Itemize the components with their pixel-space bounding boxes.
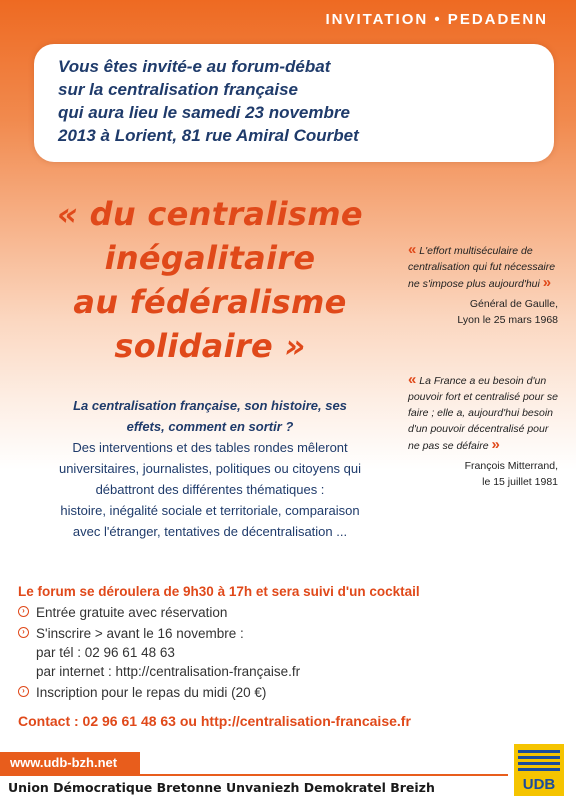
quote-de-gaulle xyxy=(408,242,558,328)
forum-item-text: S'inscrire > avant le 16 novembre : xyxy=(36,626,244,641)
description-bold-line: effets, comment en sortir ? xyxy=(126,419,294,434)
website-link[interactable]: www.udb-bzh.net xyxy=(0,752,140,774)
event-title xyxy=(20,192,400,368)
quote-date: Lyon le 25 mars 1968 xyxy=(457,314,558,326)
quote-author: Général de Gaulle, xyxy=(469,298,558,310)
udb-logo xyxy=(514,744,564,796)
quote-close-mark: » xyxy=(542,274,552,291)
description-line: Des interventions et des tables rondes mêleront xyxy=(72,440,348,455)
description-line: débattront des différentes thématiques : xyxy=(95,482,325,497)
event-description xyxy=(20,395,400,542)
organization-name: Union Démocratique Bretonne Unvaniezh Demokratel Breizh xyxy=(0,774,508,800)
invitation-line: 2013 à Lorient, 81 rue Amiral Courbet xyxy=(58,126,359,145)
quote-attribution xyxy=(408,296,558,328)
title-line: solidaire » xyxy=(114,327,306,365)
contact-line[interactable]: Contact : 02 96 61 48 63 ou http://centralisation-francaise.fr xyxy=(18,713,411,729)
forum-item xyxy=(18,603,558,622)
forum-item xyxy=(18,683,558,702)
description-line: histoire, inégalité sociale et territoriale, comparaison xyxy=(60,503,360,518)
title-line: inégalitaire xyxy=(104,239,316,277)
description-bold-line: La centralisation française, son histoire, ses xyxy=(73,398,347,413)
header-bar xyxy=(0,0,576,40)
logo-stripe xyxy=(518,756,560,759)
arrow-circle-icon: › xyxy=(18,627,29,638)
quote-open-mark: « xyxy=(408,371,417,388)
quote-close-mark: » xyxy=(491,436,500,453)
forum-item-text: Inscription pour le repas du midi (20 €) xyxy=(36,685,267,700)
quote-text: L'effort multiséculaire de centralisation qui fut nécessaire ne s'impose plus aujourd'hui xyxy=(408,245,556,290)
logo-stripe xyxy=(518,762,560,765)
quote-body xyxy=(408,242,558,292)
description-line: avec l'étranger, tentatives de décentralisation ... xyxy=(72,524,348,539)
header-title: INVITATION • PEDADENN xyxy=(325,11,548,28)
forum-info xyxy=(18,582,558,702)
invitation-line: qui aura lieu le samedi 23 novembre xyxy=(58,103,350,122)
logo-text: UDB xyxy=(522,776,556,793)
logo-stripe xyxy=(518,768,560,771)
title-line: « du centralisme xyxy=(57,195,363,233)
quote-mitterrand xyxy=(408,372,558,490)
quote-open-mark: « xyxy=(408,241,417,258)
invitation-line: Vous êtes invité-e au forum-débat xyxy=(58,57,331,76)
quote-attribution xyxy=(408,458,558,490)
quote-author: François Mitterrand, xyxy=(464,460,558,472)
quote-body xyxy=(408,372,558,454)
arrow-circle-icon: › xyxy=(18,606,29,617)
invitation-box xyxy=(34,44,554,162)
forum-item xyxy=(18,624,558,681)
invitation-line: sur la centralisation française xyxy=(58,80,298,99)
forum-heading: Le forum se déroulera de 9h30 à 17h et sera suivi d'un cocktail xyxy=(18,584,420,599)
forum-item-subline[interactable]: par internet : http://centralisation-française.fr xyxy=(36,664,301,679)
arrow-circle-icon: › xyxy=(18,686,29,697)
title-line: au fédéralisme xyxy=(73,283,347,321)
quote-text: La France a eu besoin d'un pouvoir fort et centralisé pour se faire ; elle a, aujourd'hui besoin d'un pouvoir décentralisé pour ne pas se défaire xyxy=(408,375,558,452)
quote-date: le 15 juillet 1981 xyxy=(482,476,558,488)
logo-stripe xyxy=(518,750,560,753)
invitation-text xyxy=(58,55,359,147)
forum-item-text: Entrée gratuite avec réservation xyxy=(36,605,228,620)
description-line: universitaires, journalistes, politiques ou citoyens qui xyxy=(58,461,362,476)
forum-item-subline: par tél : 02 96 61 48 63 xyxy=(36,645,175,660)
